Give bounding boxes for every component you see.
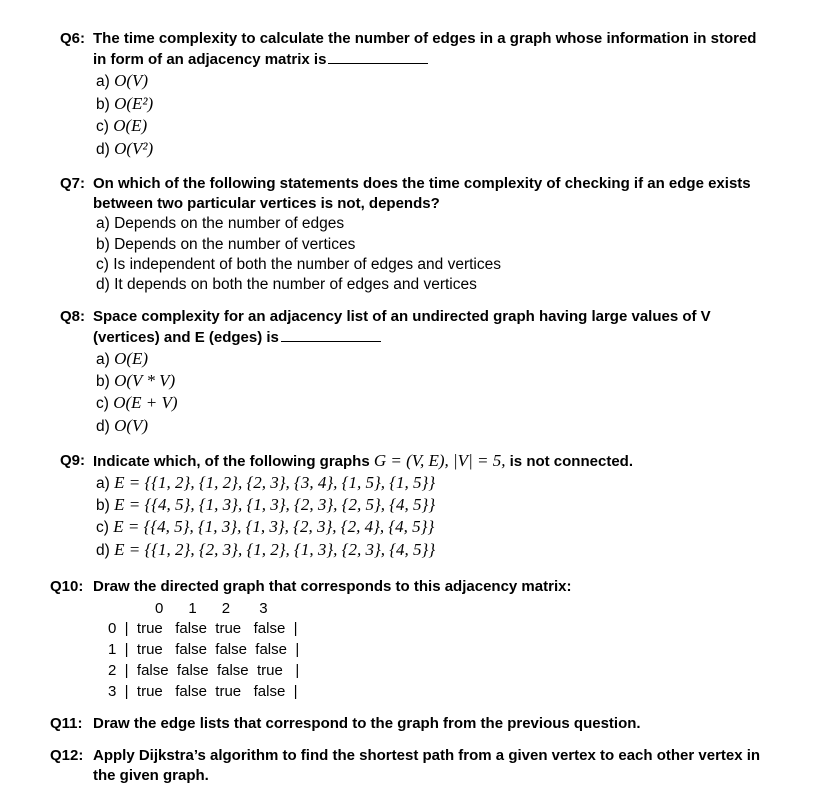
matrix-row-3: 3 | true false true false | bbox=[108, 683, 298, 700]
q8-option-a: a) O(E) bbox=[96, 349, 149, 368]
q6-text-line2: in form of an adjacency matrix is bbox=[93, 50, 428, 70]
q9-number: Q9: bbox=[60, 452, 86, 469]
q10-number: Q10: bbox=[50, 578, 84, 595]
q7-number: Q7: bbox=[60, 175, 86, 192]
q11-number: Q11: bbox=[50, 715, 83, 732]
q8-text-line1: Space complexity for an adjacency list of an undirected graph having large values of V bbox=[93, 308, 711, 325]
q6-option-b: b) O(E²) bbox=[96, 94, 154, 113]
q9-text-line1: Indicate which, of the following graphs G = (V, E), |V| = 5, is not connected. bbox=[93, 451, 633, 470]
q9-option-c: c) E = {{4, 5}, {1, 3}, {1, 3}, {2, 3}, {2, 4}, {4, 5}} bbox=[96, 517, 435, 536]
matrix-row-2: 2 | false false false true | bbox=[108, 662, 300, 679]
answer-blank bbox=[281, 329, 381, 342]
q6-text-line1: The time complexity to calculate the number of edges in a graph whose information in stored bbox=[93, 30, 757, 47]
q9-option-a: a) E = {{1, 2}, {1, 2}, {2, 3}, {3, 4}, {1, 5}, {1, 5}} bbox=[96, 473, 436, 492]
q8-number: Q8: bbox=[60, 308, 86, 325]
q11-text-line1: Draw the edge lists that correspond to the graph from the previous question. bbox=[93, 715, 641, 732]
matrix-row-1: 1 | true false false false | bbox=[108, 641, 300, 658]
q12-text-line1: Apply Dijkstra’s algorithm to find the shortest path from a given vertex to each other vertex in bbox=[93, 747, 761, 764]
q6-number: Q6: bbox=[60, 30, 86, 47]
q7-option-d: d) It depends on both the number of edges and vertices bbox=[96, 276, 477, 293]
q10-text-line1: Draw the directed graph that corresponds to this adjacency matrix: bbox=[93, 578, 572, 595]
q7-option-a: a) Depends on the number of edges bbox=[96, 215, 345, 232]
q6-option-d: d) O(V²) bbox=[96, 139, 154, 158]
matrix-header: 0 1 2 3 bbox=[155, 600, 268, 617]
q7-option-b: b) Depends on the number of vertices bbox=[96, 236, 356, 253]
q9-option-d: d) E = {{1, 2}, {2, 3}, {1, 2}, {1, 3}, {2, 3}, {4, 5}} bbox=[96, 540, 436, 559]
q12-number: Q12: bbox=[50, 747, 84, 764]
q8-option-d: d) O(V) bbox=[96, 416, 149, 435]
q8-text-line2: (vertices) and E (edges) is bbox=[93, 328, 381, 348]
q6-option-c: c) O(E) bbox=[96, 116, 148, 135]
q7-text-line2: between two particular vertices is not, depends? bbox=[93, 195, 440, 212]
q8-option-c: c) O(E + V) bbox=[96, 393, 178, 412]
answer-blank bbox=[328, 51, 428, 64]
matrix-row-0: 0 | true false true false | bbox=[108, 620, 298, 637]
q6-option-a: a) O(V) bbox=[96, 71, 149, 90]
q9-option-b: b) E = {{4, 5}, {1, 3}, {1, 3}, {2, 3}, {2, 5}, {4, 5}} bbox=[96, 495, 436, 514]
q7-text-line1: On which of the following statements does the time complexity of checking if an edge exists bbox=[93, 175, 751, 192]
q12-text-line2: the given graph. bbox=[93, 767, 209, 784]
q7-option-c: c) Is independent of both the number of edges and vertices bbox=[96, 256, 501, 273]
q8-option-b: b) O(V * V) bbox=[96, 371, 176, 390]
